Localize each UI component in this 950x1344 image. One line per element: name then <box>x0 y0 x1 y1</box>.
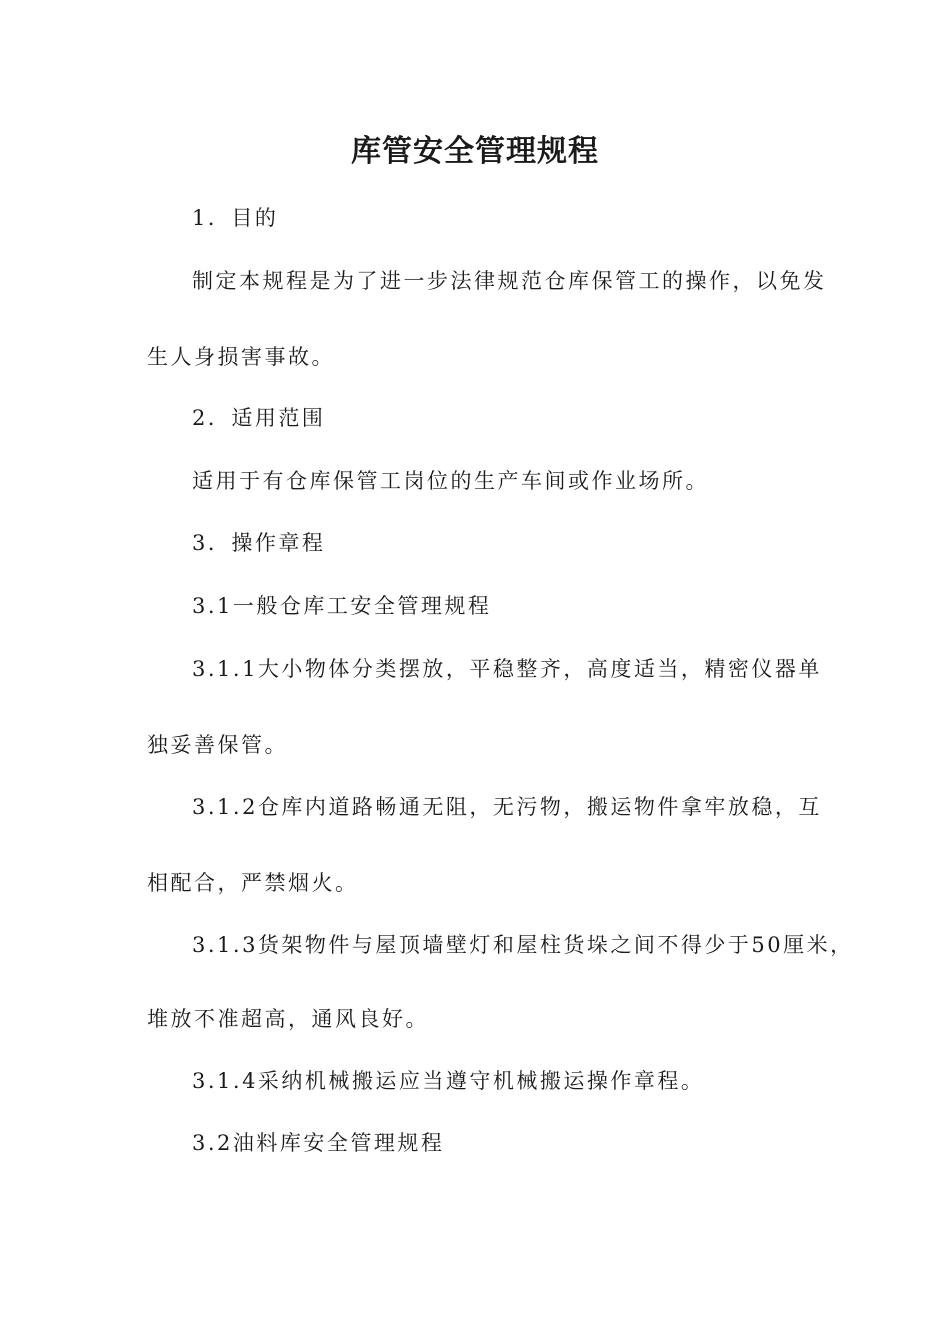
paragraph-line: 独妥善保管。 <box>147 733 288 757</box>
paragraph-line: 制定本规程是为了进一步法律规范仓库保管工的操作，以免发 <box>192 269 827 293</box>
section-heading-procedure: 3．操作章程 <box>192 531 326 555</box>
paragraph-line: 适用于有仓库保管工岗位的生产车间或作业场所。 <box>192 469 709 493</box>
subsection-heading: 3.1一般仓库工安全管理规程 <box>192 594 492 618</box>
section-heading-scope: 2．适用范围 <box>192 406 326 430</box>
paragraph-line: 生人身损害事故。 <box>147 345 335 369</box>
subsection-heading: 3.2油料库安全管理规程 <box>192 1131 445 1155</box>
paragraph-line: 3.1.3货架物件与屋顶墙壁灯和屋柱货垛之间不得少于50厘米， <box>192 933 854 957</box>
section-heading-purpose: 1．目的 <box>192 206 279 230</box>
paragraph-line: 3.1.1大小物体分类摆放，平稳整齐，高度适当，精密仪器单 <box>192 657 822 681</box>
paragraph-line: 3.1.2仓库内道路畅通无阻，无污物，搬运物件拿牢放稳，互 <box>192 795 822 819</box>
paragraph-line: 3.1.4采纳机械搬运应当遵守机械搬运操作章程。 <box>192 1069 705 1093</box>
document-title: 库管安全管理规程 <box>351 134 599 169</box>
paragraph-line: 相配合，严禁烟火。 <box>147 871 359 895</box>
paragraph-line: 堆放不准超高，通风良好。 <box>147 1007 429 1031</box>
